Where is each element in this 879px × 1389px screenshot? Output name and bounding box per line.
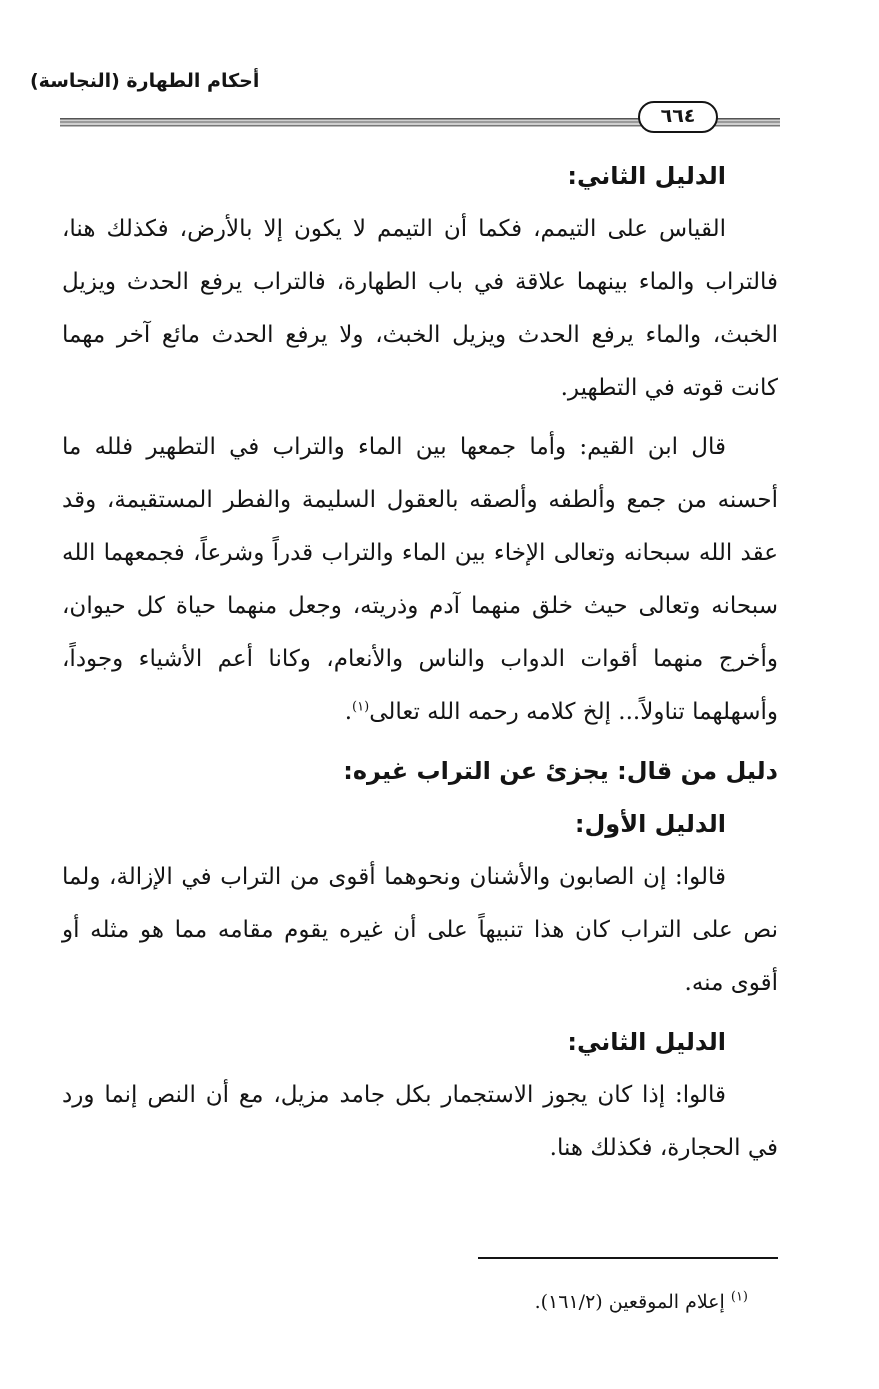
paragraph-ibn-alqayyim-text: قال ابن القيم: وأما جمعها بين الماء والتراب في التطهير فلله ما أحسنه من جمع وألطفه وألصقه بالعقول السليمة والفطر المستقيمة، وقد عقد الله سبحانه وتعالى الإخاء بين الماء والتراب قدراً وشرعاً، فجمعهما الله سبحانه وتعالى حيث خلق منهما آدم وذريته، وجعل منهما حياة كل حيوان، وأخرج منهما أقوات الدواب والناس والأنعام، وكانا أعم الأشياء وجوداً، وأسهلهما تناولاً... إلخ كلامه رحمه الله تعالى <box>62 434 778 725</box>
paragraph-analogy: القياس على التيمم، فكما أن التيمم لا يكون إلا بالأرض، فكذلك هنا، فالتراب والماء بينهما علاقة في باب الطهارة، فالتراب يرفع الحدث ويزيل الخبث، والماء يرفع الحدث ويزيل الخبث، ولا يرفع الحدث مائع آخر مهما كانت قوته في التطهير. <box>62 216 778 401</box>
heading-second-evidence: الدليل الثاني: <box>567 162 726 190</box>
heading-opposing-view: دليل من قال: يجزئ عن التراب غيره: <box>343 757 778 785</box>
paragraph-istijmar: قالوا: إذا كان يجوز الاستجمار بكل جامد مزيل، مع أن النص إنما ورد في الحجارة، فكذلك هنا. <box>62 1082 778 1161</box>
running-title: أحكام الطهارة (النجاسة) <box>30 70 260 92</box>
footnote-marker: (١) <box>730 1289 748 1305</box>
heading-first-evidence: الدليل الأول: <box>574 810 726 838</box>
footnote-text: إعلام الموقعين (١٦١/٢). <box>534 1291 725 1313</box>
heading-second-evidence-2: الدليل الثاني: <box>567 1028 726 1056</box>
page-content <box>62 150 778 1175</box>
paragraph-soap: قالوا: إن الصابون والأشنان ونحوهما أقوى من التراب في الإزالة، ولما نص على التراب كان هذا تنبيهاً على أن غيره يقوم مقامه مما هو مثله أو أقوى منه. <box>62 864 778 996</box>
paragraph-ibn-alqayyim <box>62 421 778 739</box>
footnote <box>300 1287 778 1317</box>
footnote-separator <box>478 1257 778 1259</box>
footnote-reference: (١) <box>352 699 370 715</box>
page-number: ٦٦٤ <box>638 101 718 133</box>
paragraph-ibn-alqayyim-end: . <box>344 699 353 725</box>
